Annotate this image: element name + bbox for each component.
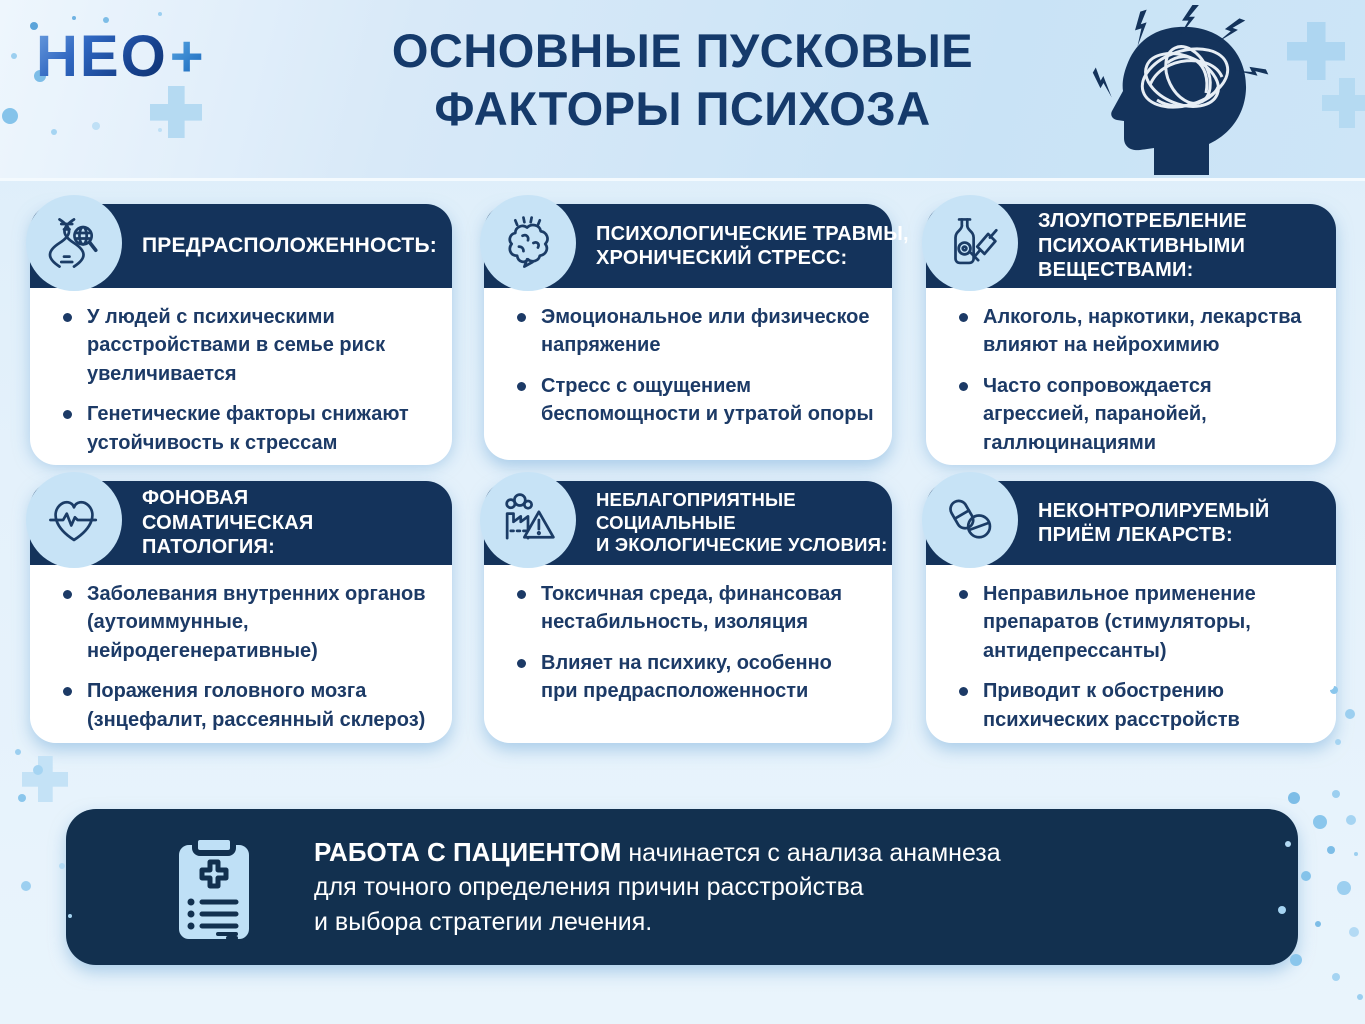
card-social-conditions bbox=[484, 481, 892, 743]
list-item: Приводит к обострению психических расстройств bbox=[956, 677, 1318, 734]
list-item: Поражения головного мозга (знцефалит, рассеянный склероз) bbox=[60, 677, 434, 734]
decor-dots-bottom-right bbox=[1272, 788, 1280, 796]
plus-icon bbox=[150, 86, 202, 138]
card-title: НЕКОНТРОЛИРУЕМЫЙ ПРИЁМ ЛЕКАРСТВ: bbox=[1038, 499, 1270, 546]
card-body bbox=[484, 288, 892, 460]
header-band bbox=[0, 0, 1365, 181]
page-title: ОСНОВНЫЕ ПУСКОВЫЕ ФАКТОРЫ ПСИХОЗА bbox=[391, 24, 974, 136]
list-item: У людей с психическими расстройствами в семье риск увеличивается bbox=[60, 303, 434, 388]
bullet-list bbox=[956, 580, 1318, 734]
clipboard-icon bbox=[170, 826, 258, 948]
card-psych-trauma bbox=[484, 204, 909, 460]
logo-text: НЕО bbox=[36, 24, 168, 89]
card-body bbox=[484, 565, 892, 743]
patient-work-banner bbox=[66, 809, 1298, 965]
list-item: Влияет на психику, особенно при предрасположенности bbox=[514, 649, 874, 706]
plus-icon bbox=[1287, 22, 1345, 80]
card-icon-circle bbox=[26, 472, 122, 568]
logo-plus: + bbox=[169, 24, 206, 89]
bullet-list bbox=[60, 303, 434, 457]
card-title: ПСИХОЛОГИЧЕСКИЕ ТРАВМЫ, ХРОНИЧЕСКИЙ СТРЕСС: bbox=[596, 222, 909, 269]
card-body bbox=[30, 565, 452, 743]
card-body bbox=[30, 288, 452, 465]
list-item: Алкоголь, наркотики, лекарства влияют на нейрохимию bbox=[956, 303, 1318, 360]
card-body bbox=[926, 288, 1336, 465]
head-scribble-illustration bbox=[1072, 4, 1282, 176]
pills-icon bbox=[941, 491, 999, 549]
list-item: Генетические факторы снижают устойчивость к стрессам bbox=[60, 400, 434, 457]
card-title: ПРЕДРАСПОЛОЖЕННОСТЬ: bbox=[142, 234, 437, 258]
card-title: НЕБЛАГОПРИЯТНЫЕ СОЦИАЛЬНЫЕ И ЭКОЛОГИЧЕСКИЕ УСЛОВИЯ: bbox=[596, 489, 888, 556]
card-somatic-pathology bbox=[30, 481, 452, 743]
card-icon-circle bbox=[480, 472, 576, 568]
bottle-syringe-icon bbox=[941, 214, 999, 272]
card-icon-circle bbox=[922, 472, 1018, 568]
card-uncontrolled-medication bbox=[926, 481, 1336, 743]
card-icon-circle bbox=[922, 195, 1018, 291]
plus-icon bbox=[1322, 78, 1365, 128]
card-icon-circle bbox=[26, 195, 122, 291]
bullet-list bbox=[514, 580, 874, 706]
decor-dots-mid-right bbox=[1326, 682, 1334, 690]
decor-dots-top-left bbox=[6, 8, 14, 16]
card-body bbox=[926, 565, 1336, 743]
list-item: Токсичная среда, финансовая нестабильность, изоляция bbox=[514, 580, 874, 637]
plus-icon bbox=[22, 756, 68, 802]
card-predisposition bbox=[30, 204, 452, 460]
neo-plus-logo bbox=[36, 24, 206, 89]
brain-icon bbox=[499, 214, 557, 272]
bullet-list bbox=[60, 580, 434, 734]
card-title: ФОНОВАЯ СОМАТИЧЕСКАЯ ПАТОЛОГИЯ: bbox=[142, 487, 314, 559]
dna-magnifier-icon bbox=[45, 214, 103, 272]
bullet-list bbox=[956, 303, 1318, 457]
card-substance-abuse bbox=[926, 204, 1336, 460]
bullet-list bbox=[514, 303, 874, 429]
card-icon-circle bbox=[480, 195, 576, 291]
factory-warning-icon bbox=[499, 491, 557, 549]
list-item: Неправильное применение препаратов (стимуляторы, антидепрессанты) bbox=[956, 580, 1318, 665]
heart-pulse-icon bbox=[45, 491, 103, 549]
banner-text: РАБОТА С ПАЦИЕНТОМ начинается с анализа анамнеза для точного определения причин расстройства и выбора стратегии лечения. bbox=[314, 836, 1001, 936]
banner-lead: РАБОТА С ПАЦИЕНТОМ bbox=[314, 836, 622, 867]
list-item: Заболевания внутренних органов (аутоиммунные, нейродегенеративные) bbox=[60, 580, 434, 665]
list-item: Стресс с ощущением беспомощности и утратой опоры bbox=[514, 372, 874, 429]
list-item: Эмоциональное или физическое напряжение bbox=[514, 303, 874, 360]
card-title: ЗЛОУПОТРЕБЛЕНИЕ ПСИХОАКТИВНЫМИ ВЕЩЕСТВАМИ: bbox=[1038, 210, 1247, 282]
decor-dots-bottom-left bbox=[8, 742, 16, 750]
list-item: Часто сопровождается агрессией, паранойей, галлюцинациями bbox=[956, 372, 1318, 457]
